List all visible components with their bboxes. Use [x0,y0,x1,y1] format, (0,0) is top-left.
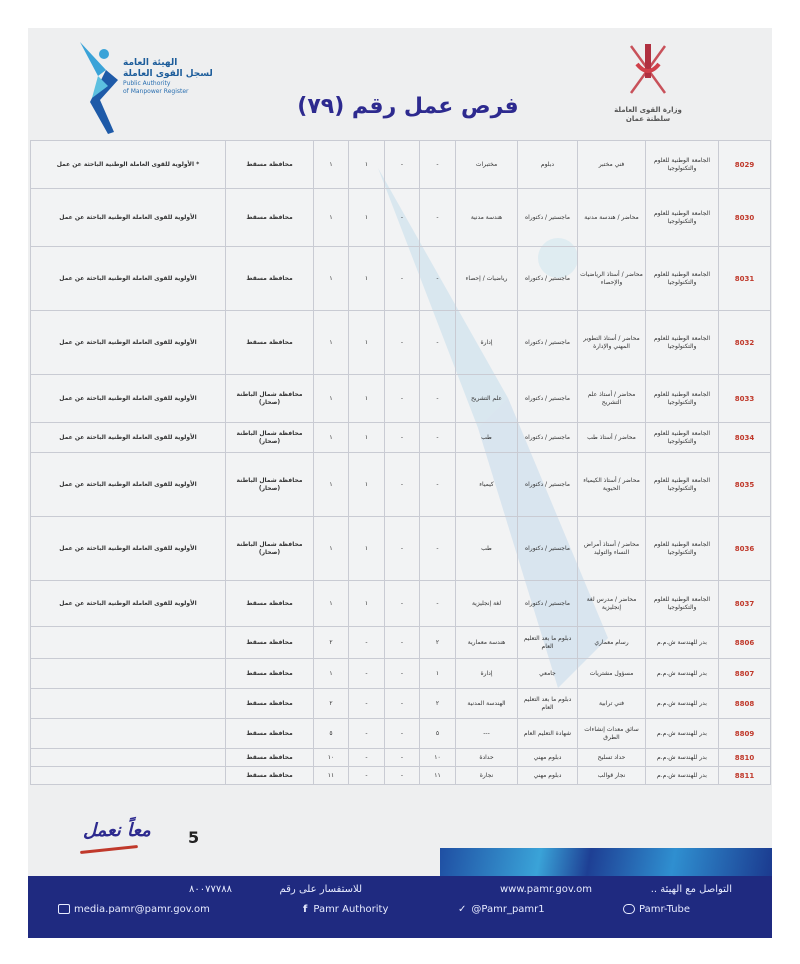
count-total: ١ [314,375,349,423]
location: محافظة مسقط [226,627,314,659]
job-title: مسؤول مشتريات [578,659,646,689]
count-3: ١ [349,311,385,375]
count-1: - [420,141,456,189]
count-3: ١ [349,423,385,453]
count-2: - [385,141,420,189]
job-id: 8807 [719,659,771,689]
job-id: 8806 [719,627,771,659]
pamr-figure-icon [78,40,128,135]
specialty: هندسة مدنية [456,189,518,247]
count-2: - [385,311,420,375]
ministry-name-line1: وزارة القوى العاملة [614,106,682,114]
ministry-name-line2: سلطنة عمان [625,115,671,123]
location: محافظة شمال الباطنة (صحار) [226,517,314,581]
note: الأولوية للقوى العاملة الوطنية الباحثة عن عمل [31,453,226,517]
count-3: - [349,689,385,719]
qualification: ماجستير / دكتوراه [518,189,578,247]
qualification: ماجستير / دكتوراه [518,375,578,423]
note: * الأولوية للقوى العاملة الوطنية الباحثة عن عمل [31,141,226,189]
logo-name-en-1: Public Authority [123,80,171,87]
table-row [31,689,771,719]
count-1: ٢ [420,689,456,719]
job-id: 8029 [719,141,771,189]
employer: الجامعة الوطنية للعلوم والتكنولوجيا [646,311,719,375]
note: الأولوية للقوى العاملة الوطنية الباحثة عن عمل [31,581,226,627]
count-1: ١ [420,659,456,689]
specialty: الهندسة المدنية [456,689,518,719]
inquiry-label: للاستفسار على رقم [279,884,362,895]
page-header [28,28,772,140]
count-3: - [349,767,385,785]
job-id: 8032 [719,311,771,375]
job-id: 8811 [719,767,771,785]
table-row [31,189,771,247]
location: محافظة مسقط [226,189,314,247]
employer: بدر للهندسة ش.م.م [646,767,719,785]
count-total: ١ [314,517,349,581]
qualification: ماجستير / دكتوراه [518,247,578,311]
job-title: محاضر / هندسة مدنية [578,189,646,247]
count-2: - [385,581,420,627]
note: الأولوية للقوى العاملة الوطنية الباحثة عن عمل [31,247,226,311]
ministry-logo [598,38,698,138]
facebook-text: Pamr Authority [313,904,389,915]
count-2: - [385,517,420,581]
specialty: طب [456,517,518,581]
count-total: ١ [314,423,349,453]
location: محافظة مسقط [226,581,314,627]
specialty: هندسة معمارية [456,627,518,659]
job-title: سائق معدات إنشاءات الطرق [578,719,646,749]
qualification: شهادة التعليم العام [518,719,578,749]
location: محافظة مسقط [226,311,314,375]
count-total: ١ [314,311,349,375]
count-3: - [349,627,385,659]
count-total: ١٠ [314,749,349,767]
jobs-table-body [31,141,771,785]
count-3: ١ [349,189,385,247]
qualification: دبلوم ما بعد التعليم العام [518,627,578,659]
employer: بدر للهندسة ش.م.م [646,749,719,767]
job-id: 8034 [719,423,771,453]
facebook-icon: f [303,904,308,915]
job-title: محاضر / أستاذ طب [578,423,646,453]
note [31,767,226,785]
table-row [31,311,771,375]
job-id: 8033 [719,375,771,423]
count-3: ١ [349,141,385,189]
count-2: - [385,749,420,767]
email-text: media.pamr@pamr.gov.om [74,904,210,915]
qualification: ماجستير / دكتوراه [518,423,578,453]
logo-name-ar-1: الهيئة العامة [123,58,178,68]
youtube-icon [623,904,635,914]
table-row [31,767,771,785]
employer: الجامعة الوطنية للعلوم والتكنولوجيا [646,247,719,311]
brand-slogan: معاً نعمل [83,820,151,841]
employer: الجامعة الوطنية للعلوم والتكنولوجيا [646,141,719,189]
page-footer [28,876,772,938]
location: محافظة مسقط [226,749,314,767]
table-row [31,581,771,627]
job-title: فني مختبر [578,141,646,189]
brand-underline [80,845,138,854]
count-2: - [385,453,420,517]
note [31,719,226,749]
employer: بدر للهندسة ش.م.م [646,689,719,719]
youtube-text: Pamr-Tube [639,904,691,915]
count-total: ١ [314,581,349,627]
page-number: 5 [188,828,200,847]
job-title: فني ترابية [578,689,646,719]
count-2: - [385,767,420,785]
job-id: 8809 [719,719,771,749]
employer: الجامعة الوطنية للعلوم والتكنولوجيا [646,375,719,423]
note: الأولوية للقوى العاملة الوطنية الباحثة عن عمل [31,517,226,581]
job-id: 8035 [719,453,771,517]
note: الأولوية للقوى العاملة الوطنية الباحثة عن عمل [31,189,226,247]
qualification: ماجستير / دكتوراه [518,581,578,627]
count-1: - [420,311,456,375]
count-total: ١ [314,247,349,311]
qualification: ماجستير / دكتوراه [518,517,578,581]
count-total: ١ [314,189,349,247]
count-2: - [385,659,420,689]
specialty: لغة إنجليزية [456,581,518,627]
table-row [31,749,771,767]
location: محافظة شمال الباطنة (صحار) [226,453,314,517]
table-row [31,141,771,189]
count-2: - [385,627,420,659]
count-2: - [385,689,420,719]
qualification: دبلوم [518,141,578,189]
specialty: طب [456,423,518,453]
table-row [31,247,771,311]
employer: الجامعة الوطنية للعلوم والتكنولوجيا [646,423,719,453]
location: محافظة مسقط [226,767,314,785]
youtube-link[interactable] [623,904,690,915]
location: محافظة مسقط [226,141,314,189]
job-id: 8036 [719,517,771,581]
employer: الجامعة الوطنية للعلوم والتكنولوجيا [646,453,719,517]
count-1: - [420,581,456,627]
job-title: حداد تسليح [578,749,646,767]
table-row [31,517,771,581]
count-3: ١ [349,581,385,627]
note: الأولوية للقوى العاملة الوطنية الباحثة عن عمل [31,423,226,453]
count-3: ١ [349,247,385,311]
count-2: - [385,719,420,749]
specialty: حدادة [456,749,518,767]
count-total: ٢ [314,627,349,659]
job-id: 8030 [719,189,771,247]
job-id: 8808 [719,689,771,719]
count-2: - [385,189,420,247]
twitter-icon: ✓ [458,904,467,915]
specialty: إدارة [456,659,518,689]
logo-name-ar-2: لسجل القوى العاملة [123,69,213,79]
count-1: - [420,189,456,247]
email-link[interactable] [58,904,210,915]
count-3: - [349,749,385,767]
count-total: ١١ [314,767,349,785]
location: محافظة شمال الباطنة (صحار) [226,375,314,423]
note [31,627,226,659]
note [31,689,226,719]
job-id: 8810 [719,749,771,767]
note: الأولوية للقوى العاملة الوطنية الباحثة عن عمل [31,311,226,375]
footer-decoration-band [440,848,772,876]
pamr-logo [78,40,228,135]
count-1: - [420,247,456,311]
count-1: ٥ [420,719,456,749]
count-3: - [349,659,385,689]
location: محافظة مسقط [226,247,314,311]
count-total: ٥ [314,719,349,749]
count-2: - [385,247,420,311]
note [31,659,226,689]
email-icon [58,904,70,914]
qualification: دبلوم مهني [518,749,578,767]
count-1: - [420,423,456,453]
ministry-name [598,106,698,124]
twitter-text: @Pamr_pamr1 [471,904,545,915]
location: محافظة شمال الباطنة (صحار) [226,423,314,453]
count-3: ١ [349,453,385,517]
count-1: - [420,375,456,423]
count-total: ٢ [314,689,349,719]
count-total: ١ [314,659,349,689]
count-3: ١ [349,375,385,423]
page-title: فرص عمل رقم (٧٩) [297,94,519,119]
count-1: ١١ [420,767,456,785]
table-row [31,627,771,659]
footer-contact-row [28,884,772,900]
contact-label: التواصل مع الهيئة .. [650,884,732,895]
specialty: نجارة [456,767,518,785]
qualification: ماجستير / دكتوراه [518,311,578,375]
job-title: محاضر / أستاذ الكيمياء الحيوية [578,453,646,517]
employer: بدر للهندسة ش.م.م [646,659,719,689]
table-row [31,375,771,423]
count-1: ١٠ [420,749,456,767]
specialty: إدارة [456,311,518,375]
count-3: - [349,719,385,749]
employer: بدر للهندسة ش.م.م [646,719,719,749]
job-title: محاضر / أستاذ علم التشريح [578,375,646,423]
specialty: كيمياء [456,453,518,517]
table-row [31,719,771,749]
job-title: محاضر / مدرس لغة إنجليزية [578,581,646,627]
jobs-table [30,140,771,785]
job-id: 8031 [719,247,771,311]
qualification: جامعي [518,659,578,689]
qualification: دبلوم ما بعد التعليم العام [518,689,578,719]
count-3: ١ [349,517,385,581]
specialty: --- [456,719,518,749]
pamr-logo-text [123,58,223,96]
employer: الجامعة الوطنية للعلوم والتكنولوجيا [646,517,719,581]
job-title: رسام معماري [578,627,646,659]
table-row [31,659,771,689]
note: الأولوية للقوى العاملة الوطنية الباحثة عن عمل [31,375,226,423]
footer-social-row [28,904,772,920]
count-2: - [385,375,420,423]
specialty: مختبرات [456,141,518,189]
specialty: علم التشريح [456,375,518,423]
count-total: ١ [314,453,349,517]
location: محافظة مسقط [226,689,314,719]
count-2: - [385,423,420,453]
count-total: ١ [314,141,349,189]
qualification: دبلوم مهني [518,767,578,785]
note [31,749,226,767]
job-id: 8037 [719,581,771,627]
count-1: ٢ [420,627,456,659]
job-title: محاضر / أستاذ الرياضيات والإحصاء [578,247,646,311]
website-link[interactable]: www.pamr.gov.om [499,884,592,895]
location: محافظة مسقط [226,659,314,689]
inquiry-number: ٨٠٠٧٧٧٨٨ [189,884,232,895]
employer: الجامعة الوطنية للعلوم والتكنولوجيا [646,581,719,627]
count-1: - [420,453,456,517]
job-title: محاضر / أستاذ أمراض النساء والتوليد [578,517,646,581]
qualification: ماجستير / دكتوراه [518,453,578,517]
table-row [31,453,771,517]
table-row [31,423,771,453]
twitter-link[interactable] [458,904,545,915]
job-title: محاضر / أستاذ التطوير المهني والإدارة [578,311,646,375]
facebook-link[interactable] [303,904,388,915]
employer: الجامعة الوطنية للعلوم والتكنولوجيا [646,189,719,247]
oman-emblem-icon [623,38,673,98]
job-bulletin-page [28,28,772,938]
job-title: نجار قوالب [578,767,646,785]
specialty: رياضيات / إحصاء [456,247,518,311]
count-1: - [420,517,456,581]
logo-name-en-2: of Manpower Register [123,88,189,95]
location: محافظة مسقط [226,719,314,749]
employer: بدر للهندسة ش.م.م [646,627,719,659]
